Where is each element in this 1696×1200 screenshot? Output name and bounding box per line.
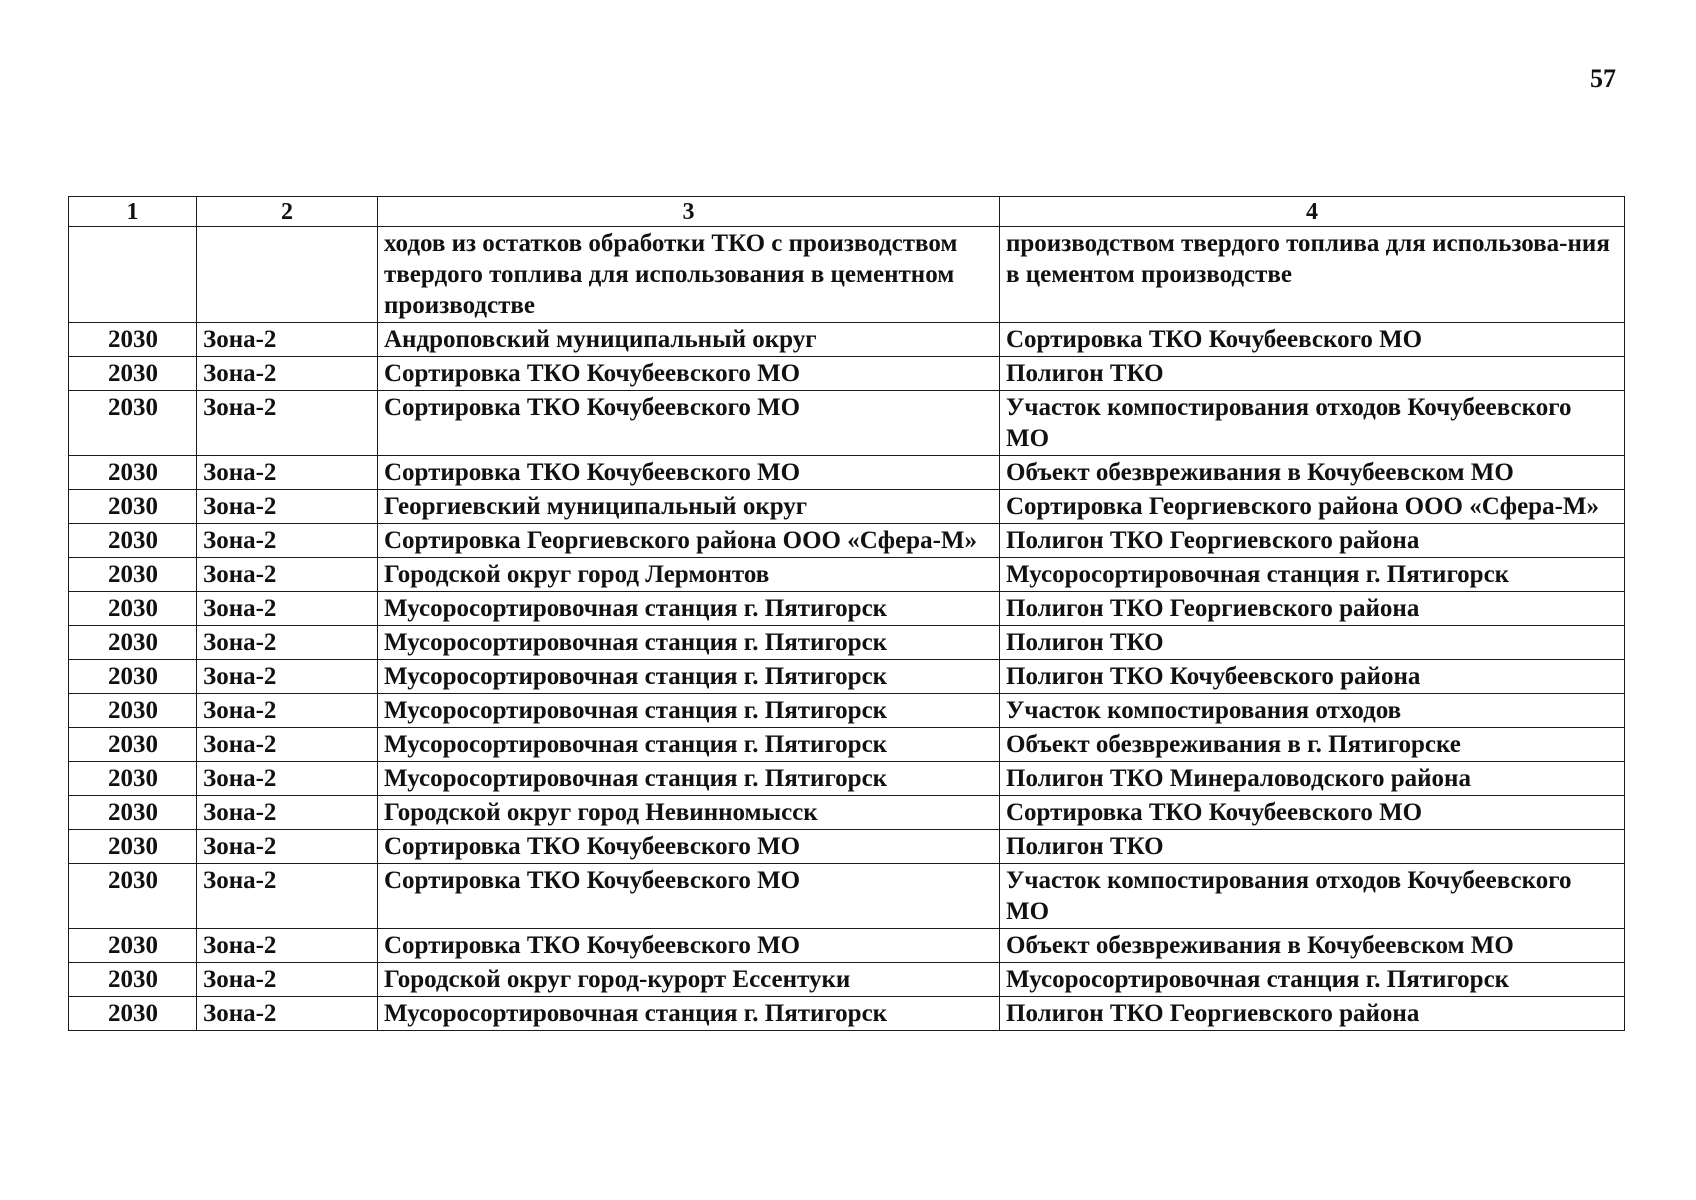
zone-cell xyxy=(197,227,378,323)
year-cell: 2030 xyxy=(69,963,197,997)
table-row xyxy=(69,323,1625,357)
table-row xyxy=(69,592,1625,626)
zone-cell: Зона-2 xyxy=(197,456,378,490)
year-cell: 2030 xyxy=(69,864,197,929)
source-cell: Сортировка ТКО Кочубеевского МО xyxy=(378,929,1000,963)
zone-cell: Зона-2 xyxy=(197,490,378,524)
destination-cell: Объект обезвреживания в г. Пятигорске xyxy=(1000,728,1625,762)
source-cell: Сортировка ТКО Кочубеевского МО xyxy=(378,456,1000,490)
destination-cell: Участок компостирования отходов Кочубеевского МО xyxy=(1000,391,1625,456)
table-row xyxy=(69,456,1625,490)
destination-cell: Сортировка Георгиевского района ООО «Сфера-М» xyxy=(1000,490,1625,524)
zone-cell: Зона-2 xyxy=(197,997,378,1031)
table-row xyxy=(69,762,1625,796)
zone-cell: Зона-2 xyxy=(197,592,378,626)
table-header xyxy=(69,197,1625,227)
zone-cell: Зона-2 xyxy=(197,762,378,796)
zone-cell: Зона-2 xyxy=(197,323,378,357)
zone-cell: Зона-2 xyxy=(197,694,378,728)
destination-cell: Полигон ТКО Георгиевского района xyxy=(1000,592,1625,626)
destination-cell: Полигон ТКО Георгиевского района xyxy=(1000,524,1625,558)
year-cell: 2030 xyxy=(69,830,197,864)
destination-cell: Сортировка ТКО Кочубеевского МО xyxy=(1000,323,1625,357)
year-cell: 2030 xyxy=(69,762,197,796)
year-cell: 2030 xyxy=(69,357,197,391)
year-cell: 2030 xyxy=(69,694,197,728)
destination-cell: Полигон ТКО Георгиевского района xyxy=(1000,997,1625,1031)
source-cell: Сортировка ТКО Кочубеевского МО xyxy=(378,391,1000,456)
table-row xyxy=(69,227,1625,323)
table-row xyxy=(69,660,1625,694)
source-cell: Мусоросортировочная станция г. Пятигорск xyxy=(378,626,1000,660)
destination-cell: Участок компостирования отходов Кочубеевского МО xyxy=(1000,864,1625,929)
source-cell: Мусоросортировочная станция г. Пятигорск xyxy=(378,592,1000,626)
destination-cell: Полигон ТКО xyxy=(1000,357,1625,391)
source-cell: Мусоросортировочная станция г. Пятигорск xyxy=(378,660,1000,694)
year-cell: 2030 xyxy=(69,796,197,830)
source-cell: Мусоросортировочная станция г. Пятигорск xyxy=(378,997,1000,1031)
source-cell: Мусоросортировочная станция г. Пятигорск xyxy=(378,762,1000,796)
destination-cell: Участок компостирования отходов xyxy=(1000,694,1625,728)
table-row xyxy=(69,626,1625,660)
year-cell: 2030 xyxy=(69,391,197,456)
source-cell: Городской округ город Невинномысск xyxy=(378,796,1000,830)
source-cell: Георгиевский муниципальный округ xyxy=(378,490,1000,524)
year-cell: 2030 xyxy=(69,490,197,524)
routes-table xyxy=(68,196,1625,1031)
year-cell: 2030 xyxy=(69,929,197,963)
source-cell: Сортировка ТКО Кочубеевского МО xyxy=(378,830,1000,864)
table-row xyxy=(69,524,1625,558)
source-cell: ходов из остатков обработки ТКО с производством твердого топлива для использования в цементном производстве xyxy=(378,227,1000,323)
zone-cell: Зона-2 xyxy=(197,929,378,963)
zone-cell: Зона-2 xyxy=(197,728,378,762)
header-row xyxy=(69,197,1625,227)
source-cell: Городской округ город-курорт Ессентуки xyxy=(378,963,1000,997)
destination-cell: Полигон ТКО Кочубеевского района xyxy=(1000,660,1625,694)
year-cell: 2030 xyxy=(69,323,197,357)
table-row xyxy=(69,864,1625,929)
table-row xyxy=(69,357,1625,391)
table-row xyxy=(69,558,1625,592)
zone-cell: Зона-2 xyxy=(197,864,378,929)
year-cell: 2030 xyxy=(69,626,197,660)
source-cell: Мусоросортировочная станция г. Пятигорск xyxy=(378,728,1000,762)
table-row xyxy=(69,997,1625,1031)
destination-cell: Объект обезвреживания в Кочубеевском МО xyxy=(1000,929,1625,963)
table-row xyxy=(69,830,1625,864)
table-row xyxy=(69,391,1625,456)
destination-cell: производством твердого топлива для использова-ния в цементом производстве xyxy=(1000,227,1625,323)
table-row xyxy=(69,963,1625,997)
destination-cell: Полигон ТКО xyxy=(1000,626,1625,660)
column-header-3: 3 xyxy=(378,197,1000,227)
destination-cell: Мусоросортировочная станция г. Пятигорск xyxy=(1000,963,1625,997)
zone-cell: Зона-2 xyxy=(197,391,378,456)
zone-cell: Зона-2 xyxy=(197,830,378,864)
zone-cell: Зона-2 xyxy=(197,357,378,391)
year-cell: 2030 xyxy=(69,558,197,592)
zone-cell: Зона-2 xyxy=(197,626,378,660)
source-cell: Сортировка ТКО Кочубеевского МО xyxy=(378,864,1000,929)
column-header-2: 2 xyxy=(197,197,378,227)
year-cell: 2030 xyxy=(69,592,197,626)
destination-cell: Сортировка ТКО Кочубеевского МО xyxy=(1000,796,1625,830)
destination-cell: Полигон ТКО xyxy=(1000,830,1625,864)
zone-cell: Зона-2 xyxy=(197,660,378,694)
source-cell: Андроповский муниципальный округ xyxy=(378,323,1000,357)
table-row xyxy=(69,796,1625,830)
zone-cell: Зона-2 xyxy=(197,558,378,592)
year-cell: 2030 xyxy=(69,660,197,694)
column-header-1: 1 xyxy=(69,197,197,227)
column-header-4: 4 xyxy=(1000,197,1625,227)
year-cell: 2030 xyxy=(69,456,197,490)
year-cell xyxy=(69,227,197,323)
table-row xyxy=(69,490,1625,524)
table-row xyxy=(69,728,1625,762)
source-cell: Сортировка ТКО Кочубеевского МО xyxy=(378,357,1000,391)
zone-cell: Зона-2 xyxy=(197,524,378,558)
year-cell: 2030 xyxy=(69,524,197,558)
destination-cell: Объект обезвреживания в Кочубеевском МО xyxy=(1000,456,1625,490)
year-cell: 2030 xyxy=(69,997,197,1031)
destination-cell: Полигон ТКО Минераловодского района xyxy=(1000,762,1625,796)
year-cell: 2030 xyxy=(69,728,197,762)
source-cell: Сортировка Георгиевского района ООО «Сфера-М» xyxy=(378,524,1000,558)
zone-cell: Зона-2 xyxy=(197,963,378,997)
table-body xyxy=(69,227,1625,1031)
page-number: 57 xyxy=(1590,64,1616,93)
table-row xyxy=(69,694,1625,728)
table-row xyxy=(69,929,1625,963)
source-cell: Городской округ город Лермонтов xyxy=(378,558,1000,592)
destination-cell: Мусоросортировочная станция г. Пятигорск xyxy=(1000,558,1625,592)
source-cell: Мусоросортировочная станция г. Пятигорск xyxy=(378,694,1000,728)
zone-cell: Зона-2 xyxy=(197,796,378,830)
